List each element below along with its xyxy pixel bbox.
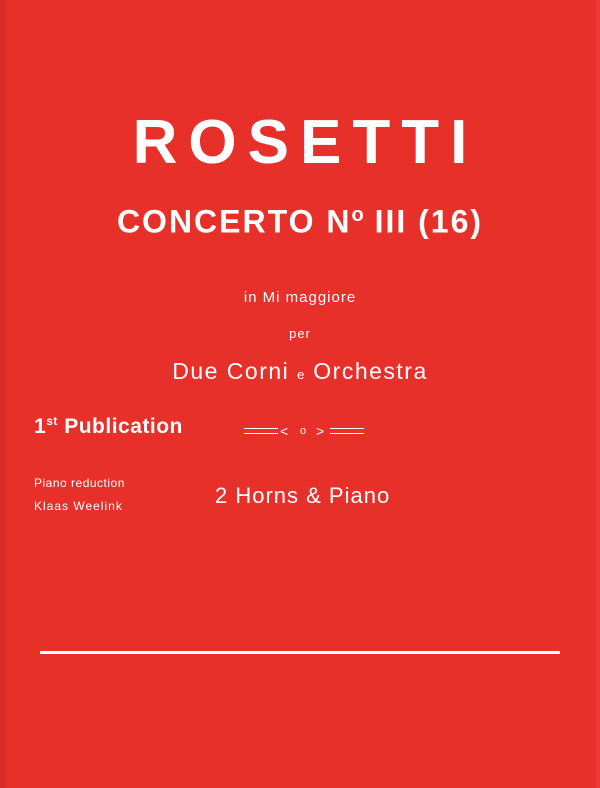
- reduction-credit: [34, 472, 125, 518]
- instrumentation-line: [0, 358, 600, 385]
- composer-name: ROSETTI: [132, 108, 479, 177]
- work-title-main: CONCERTO N: [116, 203, 352, 240]
- key-line: in Mi maggiore: [243, 289, 357, 306]
- work-title-number: III (16): [363, 203, 484, 240]
- instrumentation-conjunction: e: [297, 367, 306, 382]
- scoring-line: 2 Horns & Piano: [215, 483, 391, 508]
- per-line: per: [289, 326, 311, 341]
- instrumentation-solo: Due Corni: [172, 358, 290, 384]
- work-title-superscript: o: [351, 204, 364, 226]
- instrumentation-ensemble: Orchestra: [313, 358, 428, 384]
- publication-note: [34, 414, 183, 439]
- ornament-center-glyph: o: [300, 425, 307, 437]
- ornament-left-glyph: <: [280, 423, 289, 439]
- publication-ordinal-suffix: st: [46, 414, 58, 428]
- ornament-right-bar: [330, 428, 364, 434]
- arranger-name: Klaas Weelink: [34, 498, 123, 513]
- decorative-ornament: [244, 420, 364, 442]
- horizontal-rule: [40, 651, 560, 654]
- publication-number: 1: [34, 415, 47, 438]
- ornament-right-glyph: >: [316, 423, 325, 439]
- work-title: [0, 205, 600, 238]
- reduction-type: Piano reduction: [34, 476, 125, 490]
- publication-word: Publication: [57, 415, 183, 438]
- ornament-left-bar: [244, 428, 278, 434]
